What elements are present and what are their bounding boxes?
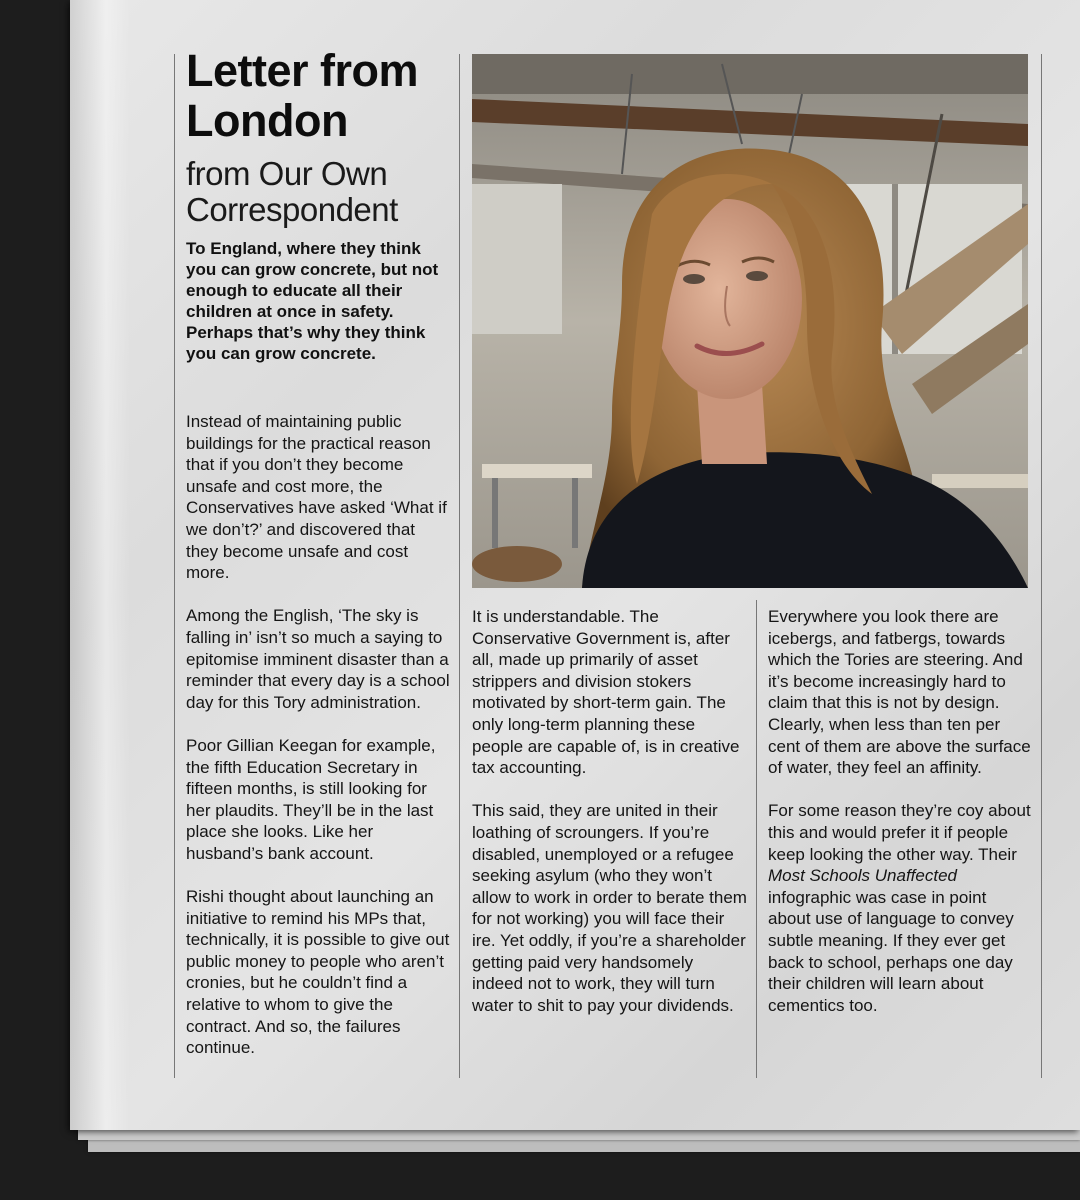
column-rule-left xyxy=(174,54,175,1078)
subtitle-line-2: Correspondent xyxy=(186,190,398,228)
article-column-1 xyxy=(186,411,451,1080)
article-column-3 xyxy=(768,606,1033,1038)
paragraph: Poor Gillian Keegan for example, the fifth Education Secretary in fifteen months, is still looking for her plaudits. They’ll be in the last place she looks. Like her husband’s bank account. xyxy=(186,735,436,863)
page-fold-shadow xyxy=(70,0,130,1130)
article-photo xyxy=(472,54,1028,588)
paragraph: Among the English, ‘The sky is falling in’ isn’t so much a saying to epitomise imminent disaster than a reminder that every day is a school day for this Tory administration. xyxy=(186,606,450,712)
title-line-1: Letter from xyxy=(186,45,419,96)
paragraph: It is understandable. The Conservative Government is, after all, made up primarily of asset strippers and division stokers motivated by short-term gain. The only long-term planning these people are capable of, is in creative tax accounting. xyxy=(472,607,740,778)
paragraph-text: For some reason they’re coy about this and would prefer it if people keep looking the other way. Their xyxy=(768,801,1031,864)
title-line-2: London xyxy=(186,95,348,147)
paragraph: This said, they are united in their loathing of scroungers. If you’re disabled, unemployed or a refugee seeking asylum (who they won’t allow to work in order to berate them for not working) you will face their ire. Yet oddly, if you’re a shareholder getting paid very handsomely indeed not to work, they will turn water to shit to pay your dividends. xyxy=(472,801,747,1015)
paragraph-text: infographic was case in point about use of language to convey subtle meaning. If they ever get back to school, perhaps one day their children will learn about cementics too. xyxy=(768,887,1014,1015)
paragraph xyxy=(768,800,1033,1016)
article-title xyxy=(186,46,418,147)
article-byline xyxy=(186,156,398,227)
column-rule-1 xyxy=(459,54,460,1078)
paragraph: Everywhere you look there are icebergs, and fatbergs, towards which the Tories are steering. And it’s become increasingly hard to claim that this is not by design. Clearly, when less than ten per cent of them are above the surface of water, they feel an affinity. xyxy=(768,607,1031,778)
subtitle-line-1: from Our Own xyxy=(186,155,388,192)
column-rule-2 xyxy=(756,600,757,1078)
infographic-title: Most Schools Unaffected xyxy=(768,866,957,886)
paragraph: Rishi thought about launching an initiative to remind his MPs that, technically, it is possible to give out public money to people who aren’t cronies, but he couldn’t find a relative to whom to give the contract. And so, the failures continue. xyxy=(186,887,450,1058)
article-lede: To England, where they think you can grow concrete, but not enough to educate all their children at once in safety. Perhaps that’s why they think you can grow concrete. xyxy=(186,239,439,363)
article-column-2 xyxy=(472,606,747,1038)
newspaper-photo-icon xyxy=(472,54,1028,588)
column-rule-right xyxy=(1041,54,1042,1078)
paragraph: Instead of maintaining public buildings for the practical reason that if you don’t they become unsafe and cost more, the Conservatives have asked ‘What if we don’t?’ and discovered that they become unsafe and cost more. xyxy=(186,412,447,583)
